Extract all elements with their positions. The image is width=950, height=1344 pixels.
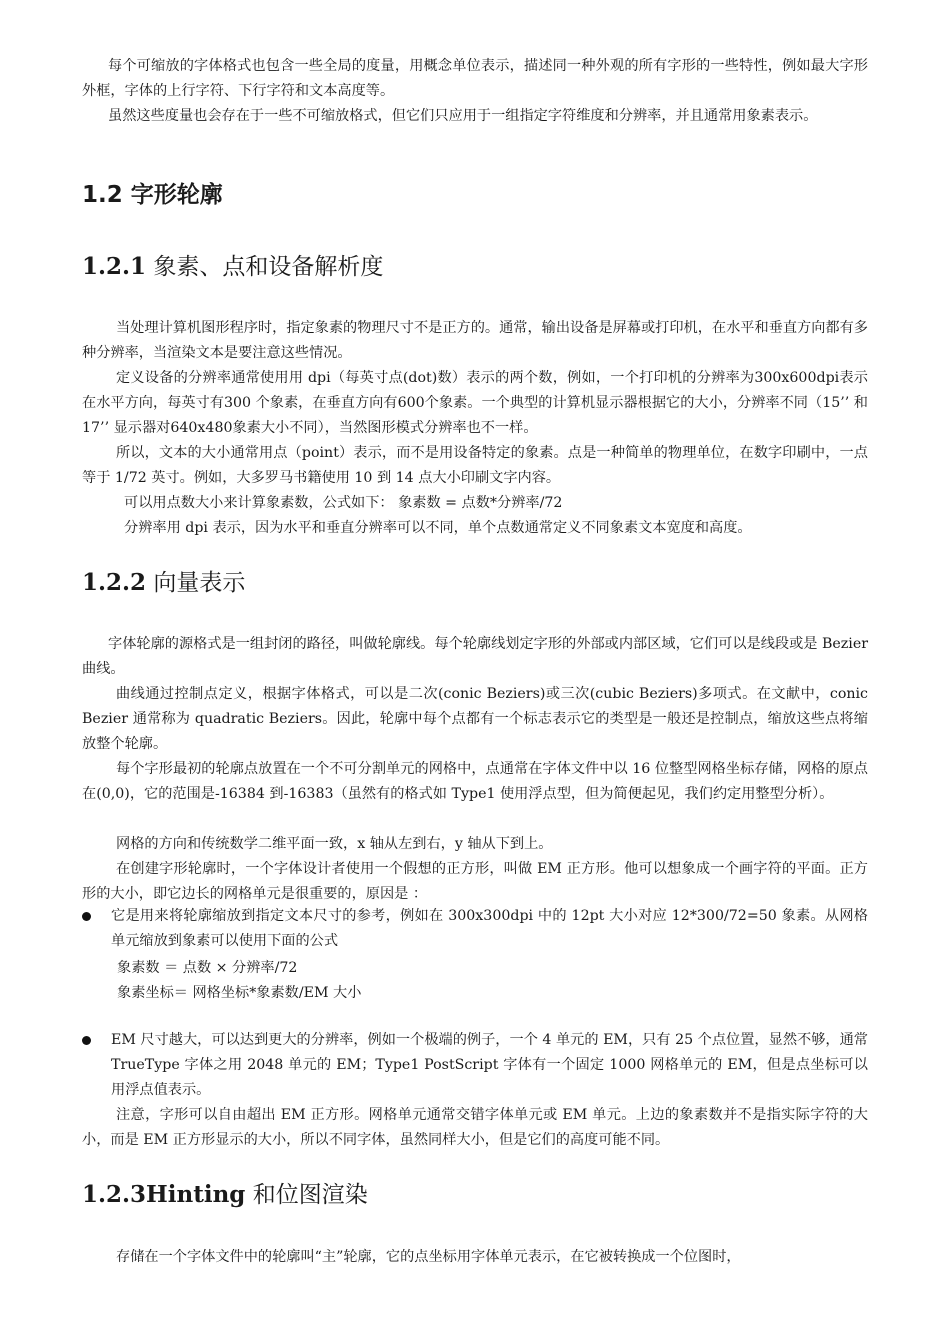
section-title: 象素、点和设备解析度	[146, 254, 384, 280]
section-title: 向量表示	[146, 570, 246, 596]
paragraph: 曲线通过控制点定义，根据字体格式，可以是二次(conic Beziers)或三次(cubic Beziers)多项式。在文献中，conic Bezier 通常称为 quadratic Beziers。因此，轮廓中每个点都有一个标志表示它的类型是一般还是控制点，缩放这些点将缩放整个轮廓。	[82, 686, 868, 752]
section-number: 1.2.1	[82, 253, 147, 280]
intro-paragraph-2: 虽然这些度量也会存在于一些不可缩放格式，但它们只应用于一组指定字符维度和分辨率，并且通常用象素表示。	[108, 108, 818, 124]
paragraph: 定义设备的分辨率通常使用用 dpi（每英寸点(dot)数）表示的两个数，例如，一个打印机的分辨率为300x600dpi表示在水平方向，每英寸有300 个象素，在垂直方向有600个象素。一个典型的计算机显示器根据它的大小，分辨率不同（15’’ 和17’’ 显示器对640x480象素大小不同），当然图形模式分辨率也不一样。	[82, 370, 868, 436]
bullet-dot-icon	[82, 912, 91, 921]
bullet-item-1: 它是用来将轮廓缩放到指定文本尺寸的参考，例如在 300x300dpi 中的 12pt 大小对应 12*300/72=50 象素。从网格单元缩放到象素可以使用下面的公式	[111, 908, 868, 949]
paragraph: 分辨率用 dpi 表示，因为水平和垂直分辨率可以不同，单个点数通常定义不同象素文本宽度和高度。	[124, 520, 752, 536]
section-heading-1-2: 1.2 字形轮廓	[82, 182, 223, 208]
paragraph: 所以，文本的大小通常用点（point）表示，而不是用设备特定的象素。点是一种简单的物理单位，在数字印刷中，一点等于 1/72 英寸。例如，大多罗马书籍使用 10 到 14 点大小印刷文字内容。	[82, 445, 868, 486]
section-number: 1.2.3Hinting	[82, 1181, 246, 1208]
paragraph: 字体轮廓的源格式是一组封闭的路径，叫做轮廓线。每个轮廓线划定字形的外部或内部区域，它们可以是线段或是 Bezier 曲线。	[82, 636, 868, 677]
intro-paragraph-1: 每个可缩放的字体格式也包含一些全局的度量，用概念单位表示，描述同一种外观的所有字形的一些特性，例如最大字形外框，字体的上行字符、下行字符和文本高度等。	[82, 58, 868, 99]
paragraph: 每个字形最初的轮廓点放置在一个不可分割单元的网格中，点通常在字体文件中以 16 位整型网格坐标存储，网格的原点在(0,0)，它的范围是-16384 到-16383（虽然有的格式如 Type1 使用浮点型，但为简便起见，我们约定用整型分析）。	[82, 761, 868, 802]
formula-line: 象素坐标＝ 网格坐标*象素数/EM 大小	[117, 985, 362, 1001]
bullet-dot-icon	[82, 1036, 91, 1045]
formula-line: 象素数 ＝ 点数 × 分辨率/72	[117, 960, 298, 976]
paragraph: 存储在一个字体文件中的轮廓叫“主”轮廓，它的点坐标用字体单元表示，在它被转换成一个位图时，	[116, 1249, 741, 1265]
paragraph: 在创建字形轮廓时，一个字体设计者使用一个假想的正方形，叫做 EM 正方形。他可以想象成一个画字符的平面。正方形的大小，即它边长的网格单元是很重要的，原因是 ：	[82, 861, 868, 902]
section-heading-1-2-3	[82, 1176, 368, 1209]
paragraph: 注意，字形可以自由超出 EM 正方形。网格单元通常交错字体单元或 EM 单元。上边的象素数并不是指实际字符的大小，而是 EM 正方形显示的大小，所以不同字体，虽然同样大小，但是它们的高度可能不同。	[82, 1107, 868, 1148]
section-heading-1-2-2	[82, 564, 245, 597]
section-heading-1-2-1	[82, 248, 383, 281]
section-number: 1.2.2	[82, 569, 147, 596]
paragraph: 当处理计算机图形程序时，指定象素的物理尺寸不是正方的。通常，输出设备是屏幕或打印机，在水平和垂直方向都有多种分辨率，当渲染文本是要注意这些情况。	[82, 320, 868, 361]
section-title: 和位图渲染	[245, 1182, 368, 1208]
paragraph: 网格的方向和传统数学二维平面一致，x 轴从左到右，y 轴从下到上。	[116, 836, 553, 852]
bullet-item-2: EM 尺寸越大，可以达到更大的分辨率，例如一个极端的例子，一个 4 单元的 EM，只有 25 个点位置，显然不够，通常 TrueType 字体之用 2048 单元的 EM；Type1 PostScript 字体有一个固定 1000 网格单元的 EM，但是点坐标可以用浮点值表示。	[111, 1032, 868, 1098]
formula-paragraph: 可以用点数大小来计算象素数，公式如下： 象素数 = 点数*分辨率/72	[124, 495, 563, 511]
